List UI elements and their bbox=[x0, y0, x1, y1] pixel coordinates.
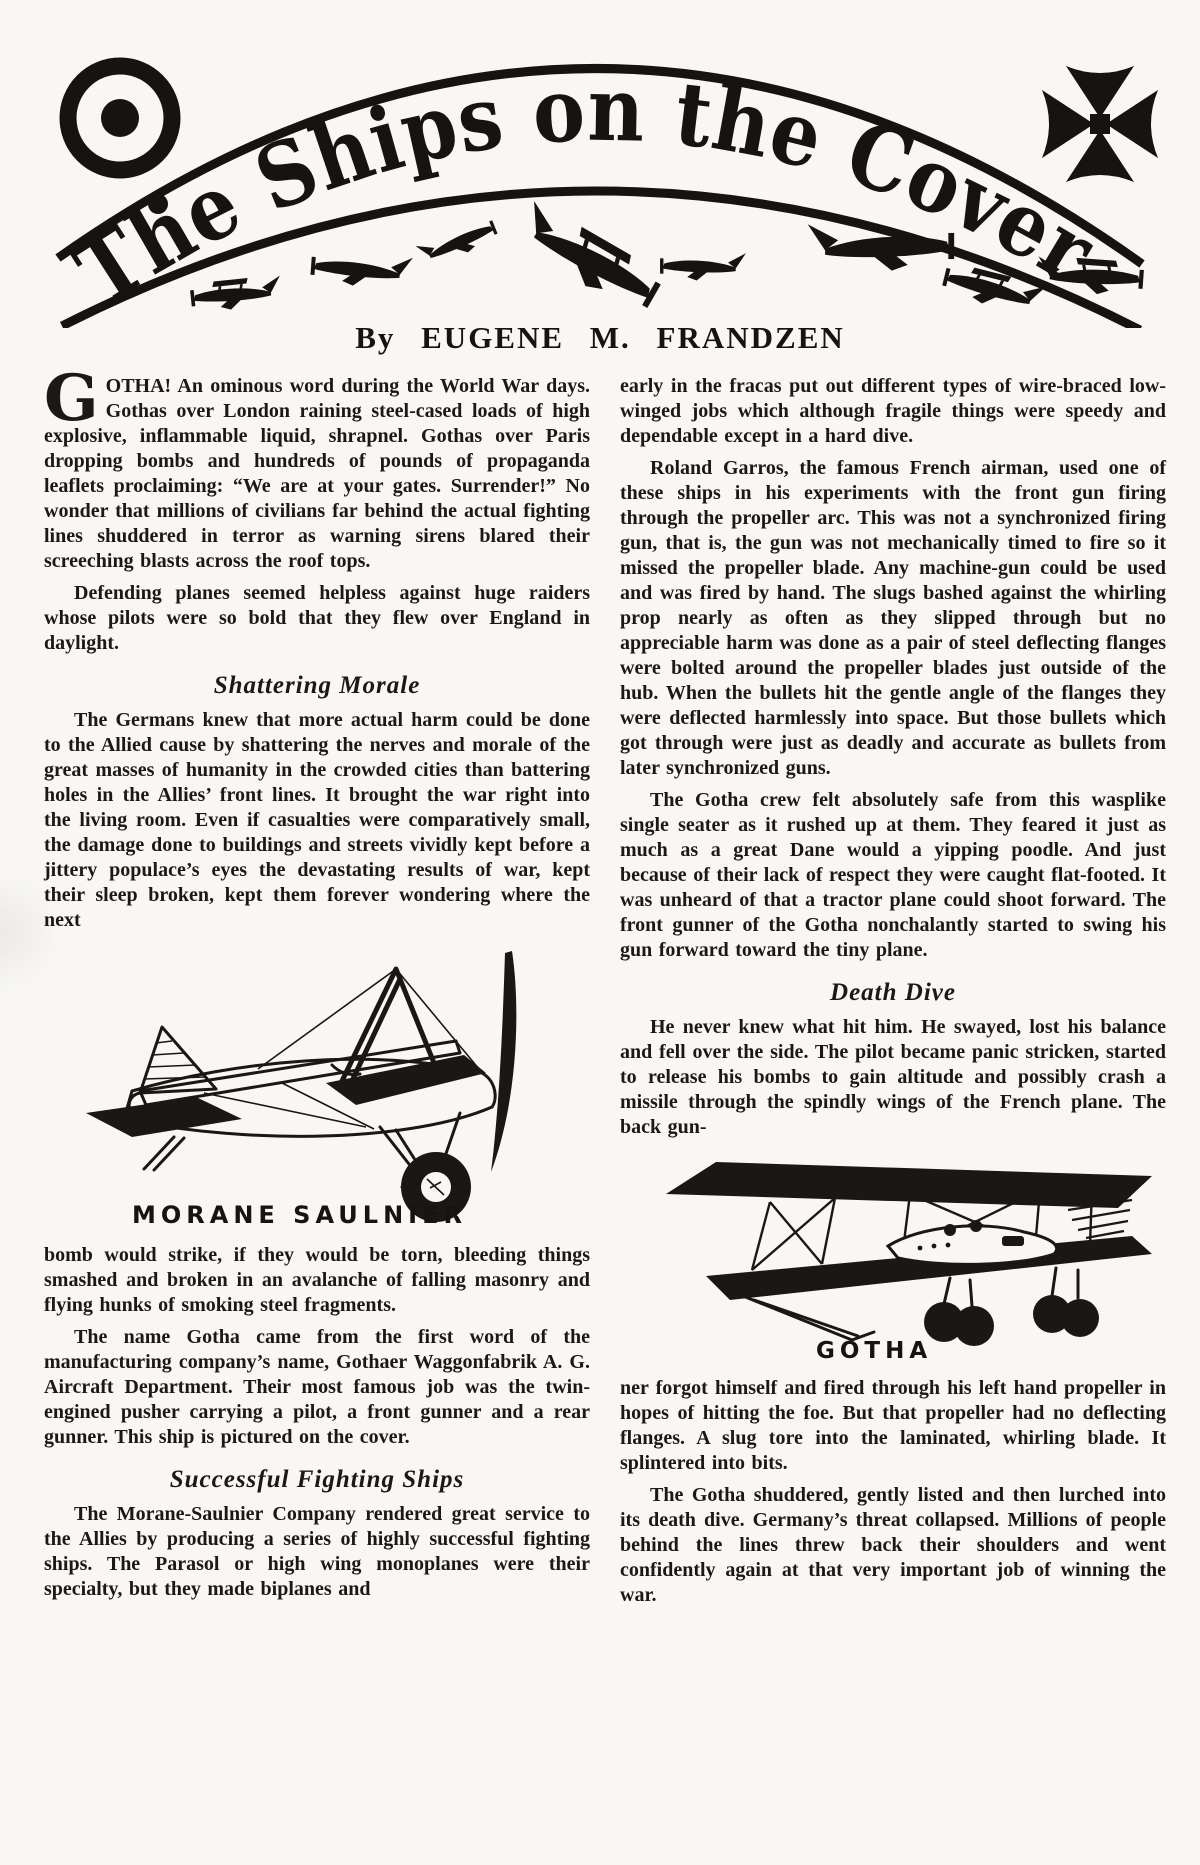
body-paragraph: bomb would strike, if they would be torn, bleeding things smashed and broken in an avalanche of falling masonry and flying hunks of smoking steel fragments. bbox=[44, 1244, 590, 1316]
morane-saulnier-illustration bbox=[44, 941, 590, 1233]
article-body bbox=[44, 361, 1166, 1615]
body-paragraph: ner forgot himself and fired through his left hand propeller in hopes of hitting the foe. But that propeller had no deflecting flanges. A slug tore into the laminated, whirling blade. It splintered into bits. bbox=[620, 1377, 1166, 1474]
tail-fin-hatching bbox=[144, 1041, 206, 1079]
title-banner-art bbox=[28, 26, 1172, 328]
tail-skid-lines bbox=[738, 1294, 874, 1340]
iron-cross-icon bbox=[1042, 66, 1158, 182]
page-title-text: The Ships on the Cover bbox=[58, 56, 1117, 326]
section-heading-successful-fighting-ships: Successful Fighting Ships bbox=[169, 1466, 465, 1493]
fuselage-pod bbox=[888, 1226, 1057, 1265]
body-paragraph: Defending planes seemed helpless against huge raiders whose pilots were so bold that they flew over England in daylight. bbox=[44, 582, 590, 654]
illustration-caption: GOTHA bbox=[816, 1338, 933, 1364]
body-paragraph: The Gotha shuddered, gently listed and then lurched into its death dive. Germany’s threat collapsed. Millions of people behind the lines threw back their shoulders and went confidently again at that very important job of winning the war. bbox=[620, 1484, 1166, 1606]
propeller-blade bbox=[491, 951, 516, 1172]
gotha-illustration bbox=[620, 1148, 1166, 1366]
body-paragraph: The name Gotha came from the first word of the manufacturing company’s name, Gothaer Waggonfabrik A. G. Aircraft Department. Their most famous job was the twin-engined pusher carrying a pilot, a front gunner and a rear gunner. This ship is pictured on the cover. bbox=[44, 1326, 590, 1448]
illustration-caption: MORANE SAULNIER bbox=[132, 1201, 467, 1229]
plane-silhouette-icon bbox=[189, 275, 283, 314]
plane-silhouette-icon bbox=[415, 216, 500, 270]
body-paragraph: The Gotha crew felt absolutely safe from this wasplike single seater as it rushed up at them. They feared it just as much as a great Dane would a yipping poodle. And just because of their lack of respect they were caught flat-footed. It was unheard of that a tractor plane could shoot forward. The front gunner of the Gotha nonchalantly started to swing his gun forward toward the tiny plane. bbox=[620, 789, 1166, 961]
right-column bbox=[620, 374, 1166, 1615]
body-paragraph: early in the fracas put out different types of wire-braced low-winged jobs which although fragile things were speedy and dependable except in a hard dive. bbox=[620, 375, 1166, 447]
drop-cap: G bbox=[44, 361, 99, 436]
rigging-wires bbox=[204, 969, 484, 1129]
body-paragraph: He never knew what hit him. He swayed, lost his balance and fell over the side. The pilot became panic stricken, started to release his bombs to gain altitude and possibly crash a missile through the spindly wings of the French plane. The back gun- bbox=[620, 1016, 1166, 1138]
section-heading-shattering-morale: Shattering Morale bbox=[213, 672, 421, 699]
plane-silhouette-icon bbox=[660, 253, 746, 280]
section-heading-death-dive: Death Dive bbox=[830, 979, 956, 1006]
body-paragraph bbox=[44, 361, 590, 574]
body-paragraph: The Morane-Saulnier Company rendered great service to the Allies by producing a series of highly successful fighting ships. The Parasol or high wing monoplanes were their specialty, but they made biplanes and bbox=[44, 1503, 590, 1600]
left-column bbox=[44, 361, 590, 1615]
plane-silhouette-icon bbox=[310, 251, 413, 290]
tailplane bbox=[86, 1097, 242, 1137]
byline: By EUGENE M. FRANDZEN bbox=[355, 320, 845, 355]
plane-silhouette-icon bbox=[510, 200, 666, 319]
paragraph-text: OTHA! An ominous word during the World War days. Gothas over London raining steel-cased loads of high explosive, inflammable liquid, shrapnel. Gothas over Paris dropping bombs and hundreds of pounds of propaganda leaflets proclaiming: “We are at your gates. Surrender!” No wonder that millions of civilians far behind the actual fighting lines shuddered in terror as warning sirens blared their screeching blasts across the roof tops. bbox=[44, 375, 590, 572]
body-paragraph: The Germans knew that more actual harm could be done to the Allied cause by shattering the nerves and morale of the great masses of humanity in the crowded cities than battering holes in the Allies’ front lines. It brought the war right into the living room. Even if casualties were comparatively small, the damage done to buildings and streets vividly kept before a jittery populace’s eyes the devastating results of war, kept their sleep broken, kept them forever wondering where the next bbox=[44, 709, 590, 931]
tail-skid bbox=[144, 1137, 184, 1170]
body-paragraph: Roland Garros, the famous French airman, used one of these ships in his experiments with the front gun firing through the propeller arc. This was not a synchronized firing gun, that is, the gun was not mechanically timed to fire so it missed the propeller blade. Any machine-gun could be used and was fired by hand. The slugs bashed against the whirling prop nearly as often as they slipped through but no appreciable harm was done as a pair of steel deflecting flanges were bolted around the propeller blades just outside of the hub. When the bullets hit the gentle angle of the flanges they were deflected harmlessly into space. But those bullets which got through were just as deadly and accurate as bullets from later synchronized guns. bbox=[620, 457, 1166, 779]
wheels bbox=[924, 1295, 1099, 1346]
title-banner bbox=[28, 26, 1172, 328]
